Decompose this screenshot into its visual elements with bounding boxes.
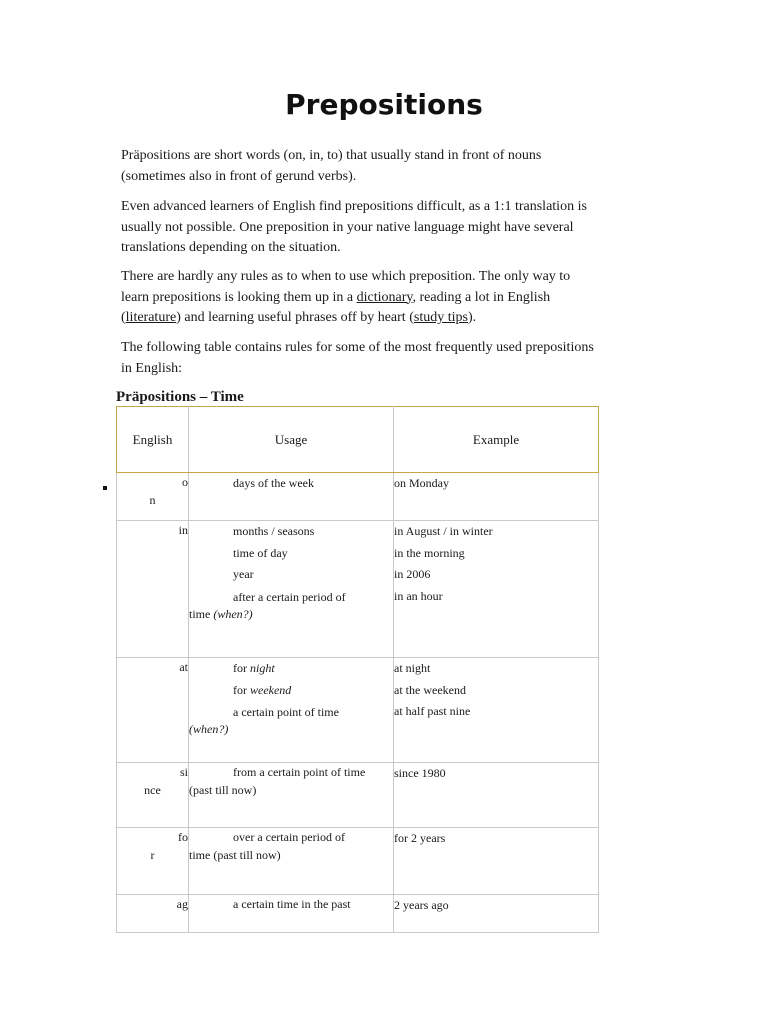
- usage-line: [189, 680, 393, 702]
- literature-link[interactable]: literature: [125, 310, 177, 325]
- preposition-cell: [117, 658, 189, 763]
- preposition-text: si: [179, 765, 188, 779]
- preposition-cell: [117, 895, 189, 933]
- table-header-row: [117, 407, 599, 473]
- example-line: in 2006: [394, 567, 431, 581]
- usage-italic: (when?): [213, 606, 253, 621]
- example-line: for 2 years: [394, 831, 446, 845]
- paragraph-text: , reading a lot in English: [412, 289, 551, 305]
- paragraph-line: Even advanced learners of English find prepositions difficult, as a 1:1 translation is: [121, 199, 587, 214]
- usage-text: time: [189, 606, 211, 621]
- paragraph-difficulty: [121, 197, 651, 259]
- column-header-usage: Usage: [189, 407, 394, 473]
- paragraph-intro: [121, 146, 651, 187]
- paragraph-line: in English:: [121, 360, 183, 376]
- usage-cell: [189, 521, 394, 658]
- usage-text: for: [233, 661, 250, 675]
- dictionary-link[interactable]: dictionary: [356, 289, 413, 305]
- preposition-text: fo: [178, 830, 188, 844]
- example-line: in August / in winter: [394, 524, 493, 538]
- paragraph-line: (sometimes also in front of gerund verbs).: [121, 168, 357, 184]
- usage-line: from a certain point of time: [233, 765, 366, 779]
- preposition-text: at: [179, 660, 188, 674]
- example-line: on Monday: [394, 476, 449, 490]
- usage-line: [189, 606, 393, 623]
- example-line: 2 years ago: [394, 898, 449, 912]
- column-header-english: English: [117, 407, 189, 473]
- paragraph-line: There are hardly any rules as to when to use which preposition. The only way to: [121, 269, 571, 284]
- usage-line: year: [233, 567, 254, 581]
- paragraph-line: Präpositions are short words (on, in, to) that usually stand in front of nouns: [121, 148, 542, 163]
- preposition-cell: [117, 828, 189, 895]
- usage-cell: [189, 658, 394, 763]
- paragraph-text: learn prepositions is looking them up in a: [121, 289, 357, 305]
- example-cell: [394, 763, 599, 828]
- paragraph-table-intro: [121, 338, 651, 379]
- table-row: [117, 763, 599, 828]
- usage-cell: [189, 473, 394, 521]
- usage-line: after a certain period of: [233, 589, 346, 604]
- usage-line: a certain time in the past: [233, 897, 351, 911]
- example-cell: [394, 473, 599, 521]
- usage-line: time (past till now): [189, 848, 281, 862]
- paragraph-line: translations depending on the situation.: [121, 240, 341, 255]
- preposition-cell: [117, 763, 189, 828]
- usage-cell: [189, 828, 394, 895]
- preposition-text: in: [178, 523, 188, 537]
- paragraph-rules: [121, 267, 651, 329]
- usage-italic: night: [250, 661, 275, 675]
- usage-line: over a certain period of: [233, 830, 345, 844]
- paragraph-text: ).: [467, 310, 477, 325]
- paragraph-line: usually not possible. One preposition in your native language might have several: [121, 219, 574, 235]
- paragraph-text: ) and learning useful phrases off by heart (: [176, 310, 414, 325]
- usage-line: time of day: [233, 545, 288, 560]
- example-line: at night: [394, 661, 431, 675]
- table-row: [117, 828, 599, 895]
- example-cell: [394, 828, 599, 895]
- table-row: [117, 521, 599, 658]
- usage-line: months / seasons: [233, 524, 315, 538]
- table-row: [117, 473, 599, 521]
- example-cell: [394, 521, 599, 658]
- paragraph-line: The following table contains rules for some of the most frequently used prepositions: [121, 340, 594, 355]
- example-line: in the morning: [394, 545, 465, 560]
- usage-line: days of the week: [233, 476, 314, 490]
- table-row: [117, 658, 599, 763]
- page-title: Prepositions: [285, 88, 483, 121]
- usage-italic: (when?): [189, 722, 229, 736]
- bullet-marker: [103, 486, 107, 490]
- example-cell: [394, 895, 599, 933]
- preposition-text: nce: [144, 783, 161, 797]
- example-line: at half past nine: [394, 704, 471, 718]
- preposition-text: r: [150, 848, 155, 862]
- usage-line: a certain point of time: [233, 705, 339, 719]
- example-line: at the weekend: [394, 682, 466, 697]
- section-heading: Präpositions – Time: [116, 389, 244, 405]
- usage-line: [189, 658, 393, 680]
- usage-line: (past till now): [189, 783, 257, 797]
- preposition-cell: [117, 473, 189, 521]
- table-row: [117, 895, 599, 933]
- preposition-cell: [117, 521, 189, 658]
- example-line: since 1980: [394, 766, 446, 780]
- usage-cell: [189, 895, 394, 933]
- study-tips-link[interactable]: study tips: [413, 310, 468, 325]
- example-cell: [394, 658, 599, 763]
- preposition-text: n: [149, 493, 156, 507]
- usage-line: [189, 721, 393, 738]
- usage-cell: [189, 763, 394, 828]
- preposition-text: ag: [176, 897, 188, 911]
- paragraph-text: (: [121, 310, 126, 325]
- prepositions-table: [116, 406, 599, 933]
- usage-italic: weekend: [250, 682, 292, 697]
- preposition-text: o: [182, 475, 188, 489]
- example-line: in an hour: [394, 588, 443, 603]
- usage-text: for: [233, 682, 250, 697]
- column-header-example: Example: [394, 407, 599, 473]
